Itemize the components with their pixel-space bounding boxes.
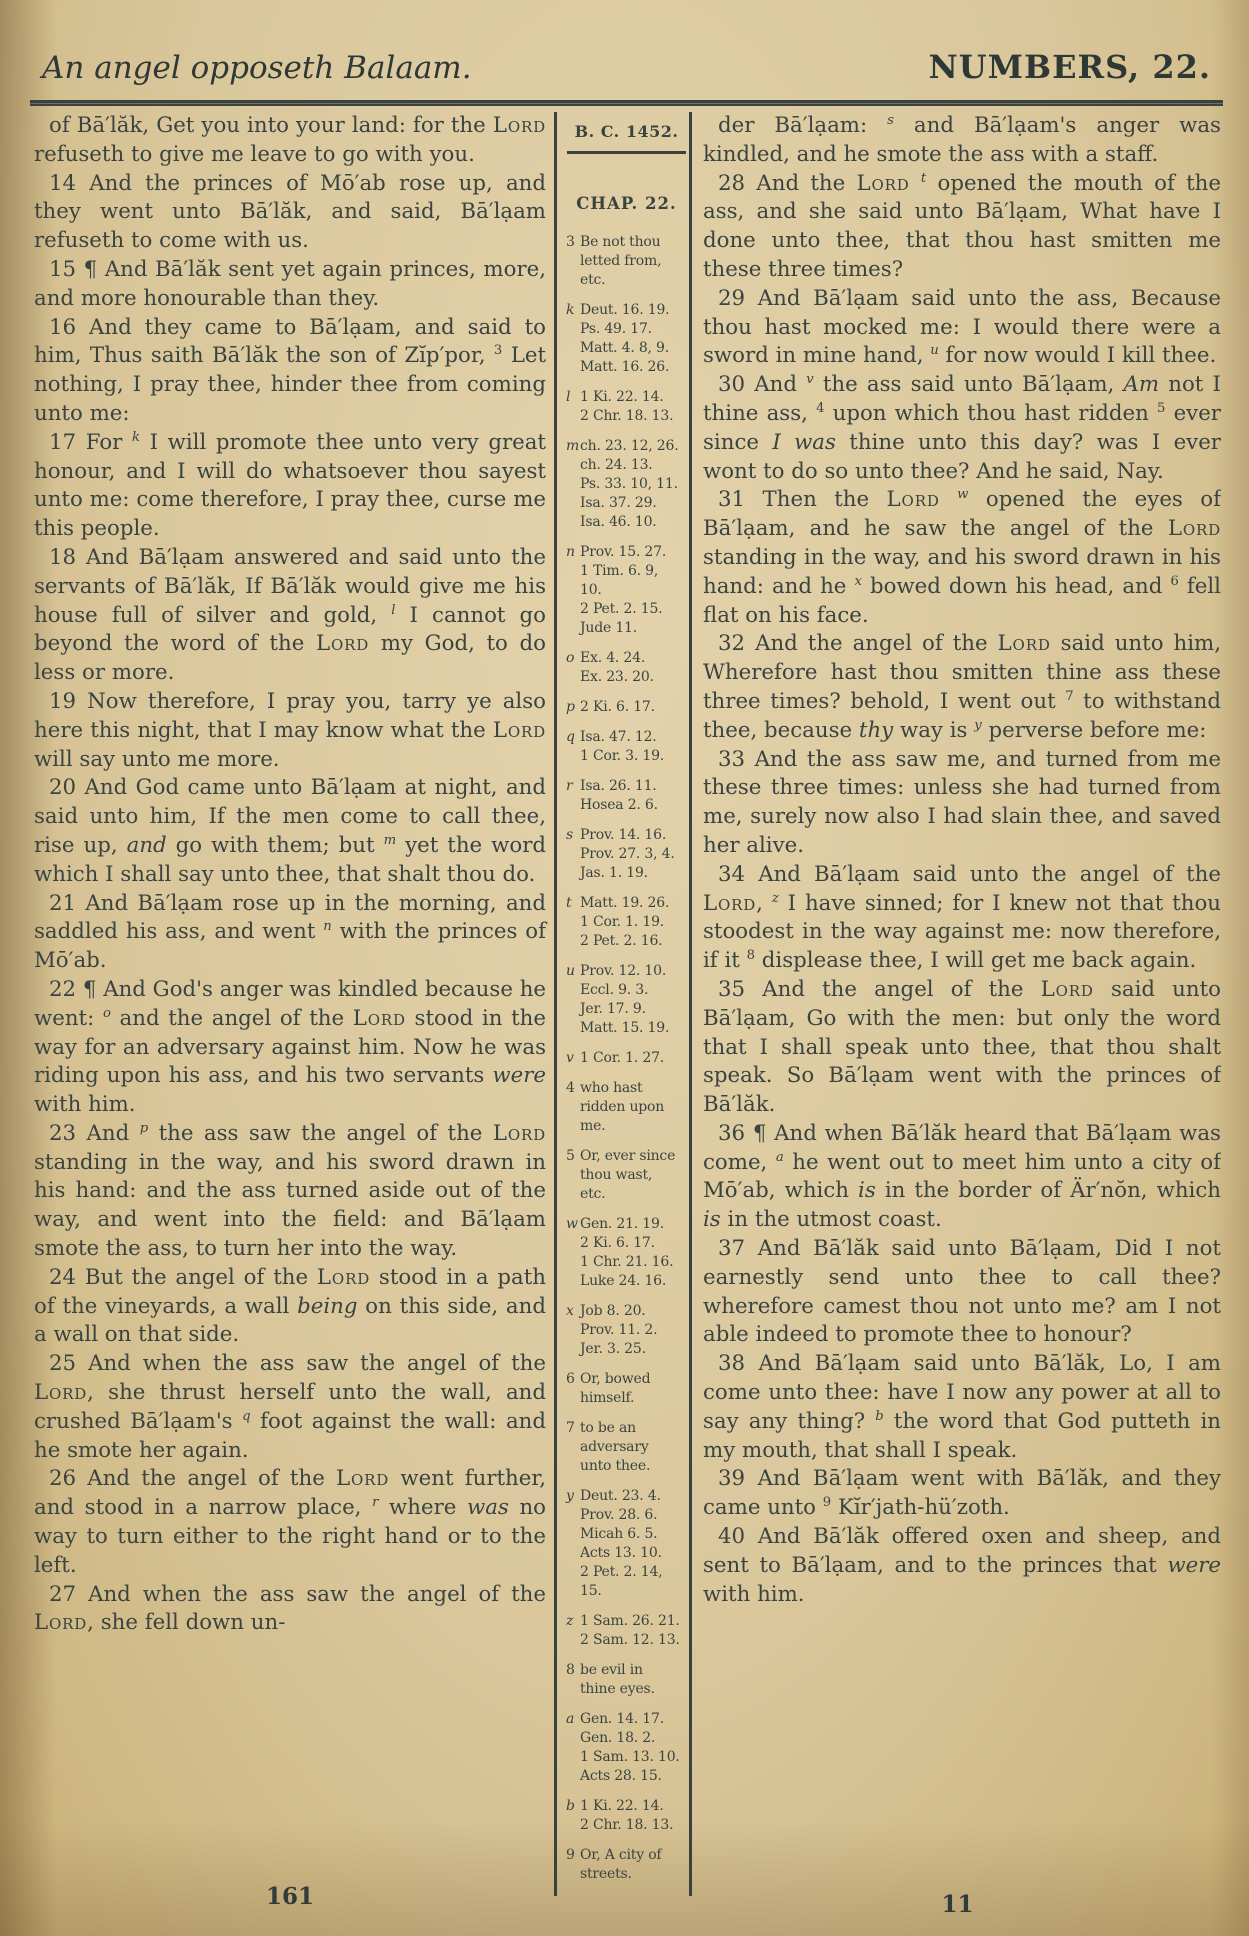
reference-text: Gen. 21. 19. 2 Ki. 6. 17. 1 Chr. 21. 16. Luke 24. 16.	[580, 1216, 674, 1289]
verse-paragraph: 26 And the angel of the Lord went further, and stood in a narrow place, $^r$ where was no way to turn either to the right hand or to the left.	[34, 1466, 547, 1578]
chapter-heading: CHAP. 22.	[576, 194, 677, 213]
cross-reference-entry	[567, 826, 686, 883]
verse-paragraph: 17 For $^k$ I will promote thee unto very great honour, and I will do whatsoever thou sayest unto me: come therefore, I pray thee, curse me this people.	[34, 429, 546, 542]
reference-marker: r	[566, 778, 573, 794]
reference-marker: m	[566, 438, 580, 454]
reference-text: Prov. 14. 16. Prov. 27. 3, 4. Jas. 1. 19.	[580, 827, 675, 881]
cross-reference-entry	[567, 894, 686, 951]
reference-marker: k	[566, 302, 575, 318]
reference-marker: p	[566, 699, 575, 715]
reference-text: Or, ever since thou wast, etc.	[580, 1148, 676, 1202]
reference-marker: q	[566, 729, 575, 745]
reference-marker: 6	[566, 1371, 575, 1387]
verse-paragraph: 24 But the angel of the Lord stood in a path of the vineyards, a wall being on this side, and a wall on that side.	[34, 1264, 546, 1348]
verse-paragraph: 18 And Bā′lạam answered and said unto the servants of Bā′lăk, If Bā′lăk would give me his house full of silver and gold, $^l$ I cannot go beyond the word of the Lord my God, to do less or more.	[34, 544, 546, 686]
verse-paragraph: 30 And $^v$ the ass said unto Bā′lạam, Am not I thine ass, $^4$ upon which thou hast ridden $^5$ ever since I was thine unto this day? was I ever wont to do so unto thee? And he said, Nay.	[703, 372, 1221, 484]
verse-paragraph: 22 ¶ And God's anger was kindled because he went: $^o$ and the angel of the Lord stood in the way for an adversary against him. Now he was riding upon his ass, and his two servants were with him.	[34, 976, 547, 1118]
cross-reference-entry	[567, 1302, 686, 1359]
reference-marker: y	[566, 1488, 574, 1504]
cross-reference-list	[567, 233, 686, 1884]
reference-text: Deut. 16. 19. Ps. 49. 17. Matt. 4. 8, 9. Matt. 16. 26.	[580, 302, 670, 375]
reference-marker: s	[566, 827, 573, 843]
cross-reference-entry	[567, 233, 686, 290]
reference-text: 1 Sam. 26. 21. 2 Sam. 12. 13.	[580, 1613, 680, 1648]
reference-marker: b	[566, 1798, 575, 1814]
cross-reference-entry	[567, 1049, 686, 1068]
verse-paragraph: 14 And the princes of Mō′ab rose up, and they went unto Bā′lăk, and said, Bā′lạam refuseth to come with us.	[34, 170, 546, 254]
verse-paragraph: 16 And they came to Bā′lạam, and said to him, Thus saith Bā′lăk the son of Zĭp′por, $^3$ Let nothing, I pray thee, hinder thee from coming unto me:	[34, 314, 547, 426]
verse-paragraph: 25 And when the ass saw the angel of the Lord, she thrust herself unto the wall, and crushed Bā′lạam's $^q$ foot against the wall: and he smote her again.	[34, 1351, 546, 1463]
reference-text: who hast ridden upon me.	[580, 1080, 665, 1134]
verse-paragraph: 19 Now therefore, I pray you, tarry ye also here this night, that I may know what the Lord will say unto me more.	[34, 688, 546, 772]
reference-text: Prov. 12. 10. Eccl. 9. 3. Jer. 17. 9. Matt. 15. 19.	[580, 963, 670, 1036]
verse-paragraph: 35 And the angel of the Lord said unto Bā′lạam, Go with the men: but only the word that I shall speak unto thee, that thou shalt speak. So Bā′lạam went with the princes of Bā′lăk.	[703, 976, 1221, 1118]
verse-paragraph: 23 And $^p$ the ass saw the angel of the Lord standing in the way, and his sword drawn in his hand: and the ass turned aside out of the way, and went into the field: and Bā′lạam smote the ass, to turn her into the way.	[34, 1120, 546, 1262]
reference-marker: z	[566, 1613, 574, 1629]
reference-marker: 8	[566, 1662, 575, 1678]
verse-paragraph: 39 And Bā′lạam went with Bā′lăk, and they came unto $^9$ Kĭr′jath-hü′zoth.	[703, 1466, 1221, 1521]
running-head-left: An angel opposeth Balaam.	[42, 50, 472, 86]
cross-reference-entry	[567, 777, 686, 815]
reference-text: Be not thou letted from, etc.	[580, 234, 662, 288]
reference-text: Isa. 26. 11. Hosea 2. 6.	[580, 778, 658, 813]
cross-reference-entry	[567, 1846, 686, 1884]
cross-reference-entry	[567, 1419, 686, 1476]
header-rule	[30, 100, 1223, 106]
reference-marker: 7	[566, 1420, 575, 1436]
cross-reference-entry	[567, 1710, 686, 1786]
reference-column-rule	[567, 151, 686, 154]
chronology-date: B. C. 1452.	[574, 122, 679, 141]
reference-text: Or, A city of streets.	[580, 1847, 662, 1882]
reference-text: Isa. 47. 12. 1 Cor. 3. 19.	[580, 729, 665, 764]
reference-marker: 5	[566, 1148, 575, 1164]
verse-paragraph: 36 ¶ And when Bā′lăk heard that Bā′lạam was come, $^a$ he went out to meet him unto a city of Mō′ab, which is in the border of Är′nŏn, which is in the utmost coast.	[703, 1120, 1221, 1233]
cross-reference-entry	[567, 649, 686, 687]
cross-reference-entry	[567, 301, 686, 377]
reference-text: Ex. 4. 24. Ex. 23. 20.	[580, 650, 654, 685]
cross-reference-entry	[567, 1487, 686, 1601]
reference-text: 1 Cor. 1. 27.	[580, 1050, 665, 1066]
cross-reference-entry	[567, 728, 686, 766]
cross-reference-entry	[567, 543, 686, 638]
cross-reference-column	[554, 112, 692, 1896]
reference-text: to be an adversary unto thee.	[580, 1420, 651, 1474]
cross-reference-entry	[567, 962, 686, 1038]
reference-text: Prov. 15. 27. 1 Tim. 6. 9, 10. 2 Pet. 2. 15. Jude 11.	[580, 544, 667, 636]
reference-text: Or, bowed himself.	[580, 1371, 651, 1406]
reference-marker: a	[566, 1711, 575, 1727]
reference-marker: x	[566, 1303, 574, 1319]
cross-reference-entry	[567, 1661, 686, 1699]
cross-reference-entry	[567, 437, 686, 532]
reference-marker: n	[566, 544, 575, 560]
verse-paragraph: 15 ¶ And Bā′lăk sent yet again princes, more, and more honourable than they.	[34, 256, 546, 311]
right-text-column	[692, 112, 1221, 1896]
verse-paragraph: 34 And Bā′lạam said unto the angel of the Lord, $^z$ I have sinned; for I knew not that thou stoodest in the way against me: now therefore, if it $^8$ displease thee, I will get me back again.	[703, 861, 1221, 974]
running-head-right: NUMBERS, 22.	[928, 48, 1211, 86]
reference-marker: w	[566, 1216, 578, 1232]
signature-number: 11	[941, 1891, 974, 1918]
reference-text: Job 8. 20. Prov. 11. 2. Jer. 3. 25.	[580, 1303, 658, 1357]
reference-text: 2 Ki. 6. 17.	[580, 699, 655, 715]
reference-text: Matt. 19. 26. 1 Cor. 1. 19. 2 Pet. 2. 16.	[580, 895, 670, 949]
reference-marker: l	[566, 389, 571, 405]
reference-marker: t	[566, 895, 572, 911]
left-text-column	[34, 112, 546, 1896]
verse-paragraph: der Bā′lạam: $^s$ and Bā′lạam's anger was kindled, and he smote the ass with a staff.	[703, 112, 1221, 167]
reference-text: 1 Ki. 22. 14. 2 Chr. 18. 13.	[580, 389, 674, 424]
cross-reference-entry	[567, 1370, 686, 1408]
reference-marker: u	[566, 963, 575, 979]
verse-paragraph: 38 And Bā′lạam said unto Bā′lăk, Lo, I am come unto thee: have I now any power at all to say any thing? $^b$ the word that God putteth in my mouth, that shall I speak.	[703, 1351, 1221, 1463]
reference-text: ch. 23. 12, 26. ch. 24. 13. Ps. 33. 10, 11. Isa. 37. 29. Isa. 46. 10.	[580, 438, 679, 530]
verse-paragraph: 37 And Bā′lăk said unto Bā′lạam, Did I not earnestly send unto thee to call thee? wherefore camest thou not unto me? am I not able indeed to promote thee to honour?	[703, 1236, 1221, 1348]
reference-text: 1 Ki. 22. 14. 2 Chr. 18. 13.	[580, 1798, 674, 1833]
cross-reference-entry	[567, 1147, 686, 1204]
verse-paragraph: 29 And Bā′lạam said unto the ass, Because thou hast mocked me: I would there were a sword in mine hand, $^u$ for now would I kill thee.	[703, 285, 1221, 369]
reference-marker: 3	[566, 234, 575, 250]
reference-marker: 9	[566, 1847, 575, 1863]
reference-text: Gen. 14. 17. Gen. 18. 2. 1 Sam. 13. 10. Acts 28. 15.	[580, 1711, 680, 1784]
verse-paragraph: 20 And God came unto Bā′lạam at night, and said unto him, If the men come to call thee, rise up, and go with them; but $^m$ yet the word which I shall say unto thee, that shalt thou do.	[34, 775, 547, 887]
reference-text: be evil in thine eyes.	[580, 1662, 655, 1697]
cross-reference-entry	[567, 1612, 686, 1650]
cross-reference-entry	[567, 388, 686, 426]
verse-paragraph: 27 And when the ass saw the angel of the Lord, she fell down un-	[34, 1581, 546, 1636]
reference-text: Deut. 23. 4. Prov. 28. 6. Micah 6. 5. Acts 13. 10. 2 Pet. 2. 14, 15.	[580, 1488, 663, 1599]
verse-paragraph: 28 And the Lord $^t$ opened the mouth of the ass, and she said unto Bā′lạam, What have I done unto thee, that thou hast smitten me these three times?	[703, 170, 1221, 282]
verse-paragraph: 21 And Bā′lạam rose up in the morning, and saddled his ass, and went $^n$ with the princes of Mō′ab.	[34, 890, 546, 974]
verse-paragraph: 33 And the ass saw me, and turned from me these three times: unless she had turned from me, surely now also I had slain thee, and saved her alive.	[703, 746, 1221, 858]
cross-reference-entry	[567, 698, 686, 717]
verse-paragraph: 40 And Bā′lăk offered oxen and sheep, and sent to Bā′lạam, and to the princes that were with him.	[703, 1524, 1221, 1607]
cross-reference-entry	[567, 1079, 686, 1136]
reference-marker: 4	[566, 1080, 575, 1096]
cross-reference-entry	[567, 1215, 686, 1291]
text-columns	[34, 112, 1221, 1896]
verse-paragraph: 31 Then the Lord $^w$ opened the eyes of Bā′lạam, and he saw the angel of the Lord standing in the way, and his sword drawn in his hand: and he $^x$ bowed down his head, and $^6$ fell flat on his face.	[703, 487, 1221, 628]
reference-marker: o	[566, 650, 575, 666]
verse-paragraph: 32 And the angel of the Lord said unto him, Wherefore hast thou smitten thine ass these three times? behold, I went out $^7$ to withstand thee, because thy way is $^y$ perverse before me:	[703, 631, 1221, 743]
running-head	[42, 48, 1211, 86]
reference-marker: v	[566, 1050, 574, 1066]
verse-paragraph: of Bā′lăk, Get you into your land: for the Lord refuseth to give me leave to go with you.	[34, 113, 546, 167]
page-number: 161	[265, 1883, 314, 1910]
cross-reference-entry	[567, 1797, 686, 1835]
